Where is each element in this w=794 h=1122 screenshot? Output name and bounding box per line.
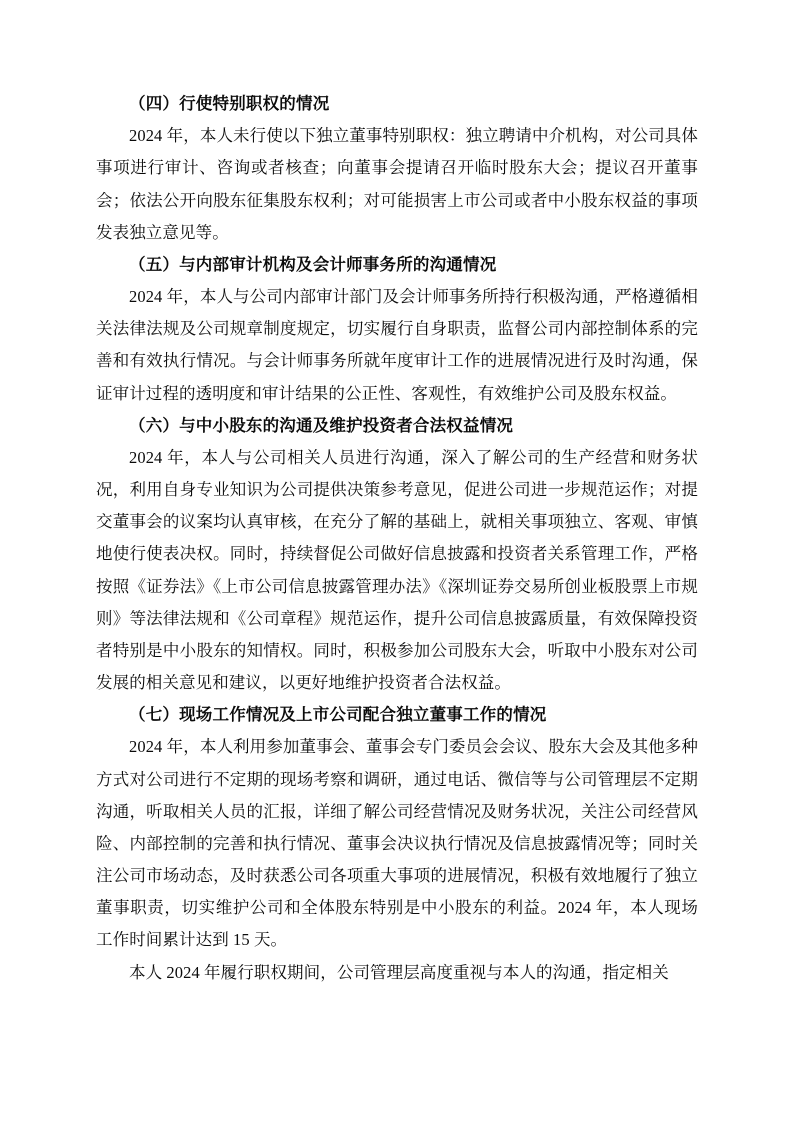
paragraph-five-body: 2024 年，本人与公司内部审计部门及会计师事务所持行积极沟通，严格遵循相关法律法规及公司规章制度规定，切实履行自身职责，监督公司内部控制体系的完善和有效执行情况。与会计师事务所就年度审计工作的进展情况进行及时沟通，保证审计过程的透明度和审计结果的公正性、客观性，有效维护公司及股东权益。 [96, 287, 698, 403]
paragraph-six-body: 2024 年，本人与公司相关人员进行沟通，深入了解公司的生产经营和财务状况，利用自身专业知识为公司提供决策参考意见，促进公司进一步规范运作；对提交董事会的议案均认真审核，在充分了解的基础上，就相关事项独立、客观、审慎地使行使表决权。同时，持续督促公司做好信息披露和投资者关系管理工作，严格按照《证券法》《上市公司信息披露管理办法》《深圳证券交易所创业板股票上市规则》等法律法规和《公司章程》规范运作，提升公司信息披露质量，有效保障投资者特别是中小股东的知情权。同时，积极参加公司股东大会，听取中小股东对公司发展的相关意见和建议，以更好地维护投资者合法权益。 [96, 447, 698, 693]
section-heading-five: （五）与内部审计机构及会计师事务所的沟通情况 [129, 254, 497, 274]
document-body [96, 88, 698, 989]
paragraph-seven-body: 2024 年，本人利用参加董事会、董事会专门委员会会议、股东大会及其他多种方式对公司进行不定期的现场考察和调研，通过电话、微信等与公司管理层不定期沟通，听取相关人员的汇报，详细了解公司经营情况及财务状况，关注公司经营风险、内部控制的完善和执行情况、董事会决议执行情况及信息披露情况等；同时关注公司市场动态，及时获悉公司各项重大事项的进展情况，积极有效地履行了独立董事职责，切实维护公司和全体股东特别是中小股东的利益。2024 年，本人现场工作时间累计达到 15 天。 [96, 737, 698, 950]
section-heading-six: （六）与中小股东的沟通及维护投资者合法权益情况 [129, 415, 514, 435]
paragraph-four-body: 2024 年，本人未行使以下独立董事特别职权：独立聘请中介机构，对公司具体事项进行审计、咨询或者核查；向董事会提请召开临时股东大会；提议召开董事会；依法公开向股东征集股东权利；对可能损害上市公司或者中小股东权益的事项发表独立意见等。 [96, 126, 698, 242]
section-heading-seven: （七）现场工作情况及上市公司配合独立董事工作的情况 [129, 705, 547, 725]
section-heading-four: （四）行使特别职权的情况 [129, 94, 330, 113]
paragraph-closing: 本人 2024 年履行职权期间，公司管理层高度重视与本人的沟通，指定相关 [129, 962, 669, 982]
